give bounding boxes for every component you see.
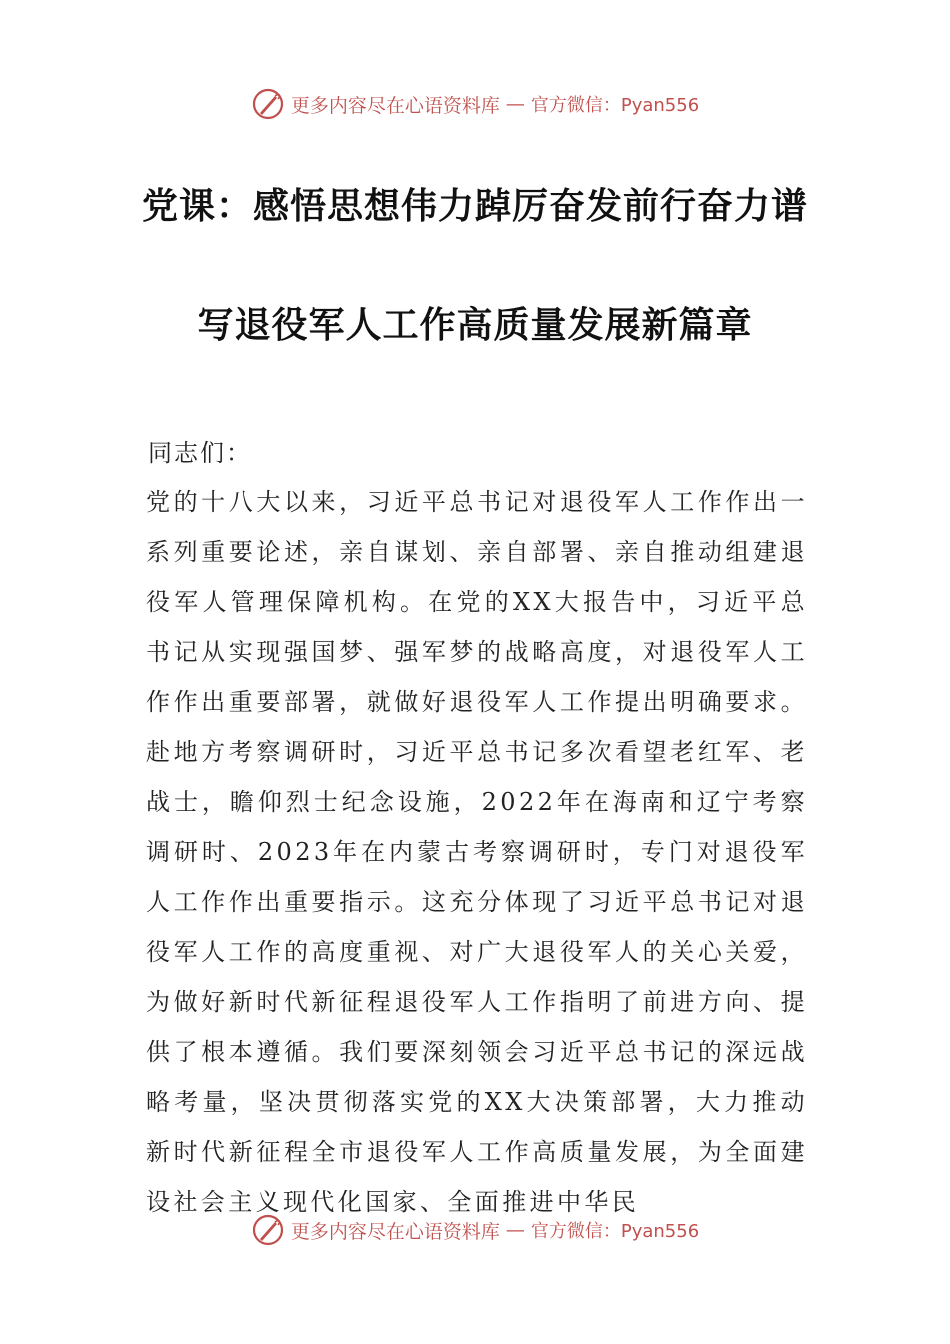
footer-watermark <box>0 1210 950 1250</box>
quill-pen-logo-icon <box>251 1213 285 1247</box>
watermark-main-text: 更多内容尽在心语资料库 <box>290 94 500 117</box>
header-watermark <box>0 84 950 124</box>
watermark-contact-text: 官方微信：Pyan556 <box>530 1221 700 1242</box>
document-title-line-2: 写退役军人工作高质量发展新篇章 <box>197 305 753 346</box>
document-title-line-1: 党课：感悟思想伟力踔厉奋发前行奋力谱 <box>141 186 808 227</box>
watermark-separator: — <box>505 1219 525 1241</box>
watermark-separator: — <box>505 93 525 115</box>
watermark-contact-text: 官方微信：Pyan556 <box>530 95 700 116</box>
body-paragraph: 党的十八大以来，习近平总书记对退役军人工作作出一系列重要论述，亲自谋划、亲自部署、亲自推动组建退役军人管理保障机构。在党的XX大报告中，习近平总书记从实现强国梦、强军梦的战略高度，对退役军人工作作出重要部署，就做好退役军人工作提出明确要求。赴地方考察调研时，习近平总书记多次看望老红军、老战士，瞻仰烈士纪念设施，2022年在海南和辽宁考察调研时、2023年在内蒙古考察调研时，专门对退役军人工作作出重要指示。这充分体现了习近平总书记对退役军人工作的高度重视、对广大退役军人的关心关爱，为做好新时代新征程退役军人工作指明了前进方向、提供了根本遵循。我们要深刻领会习近平总书记的深远战略考量，坚决贯彻落实党的XX大决策部署，大力推动新时代新征程全市退役军人工作高质量发展，为全面建设社会主义现代化国家、全面推进中华民 <box>146 488 808 1216</box>
quill-pen-logo-icon <box>251 87 285 121</box>
watermark-main-text: 更多内容尽在心语资料库 <box>290 1220 500 1243</box>
salutation: 同志们： <box>148 439 252 467</box>
